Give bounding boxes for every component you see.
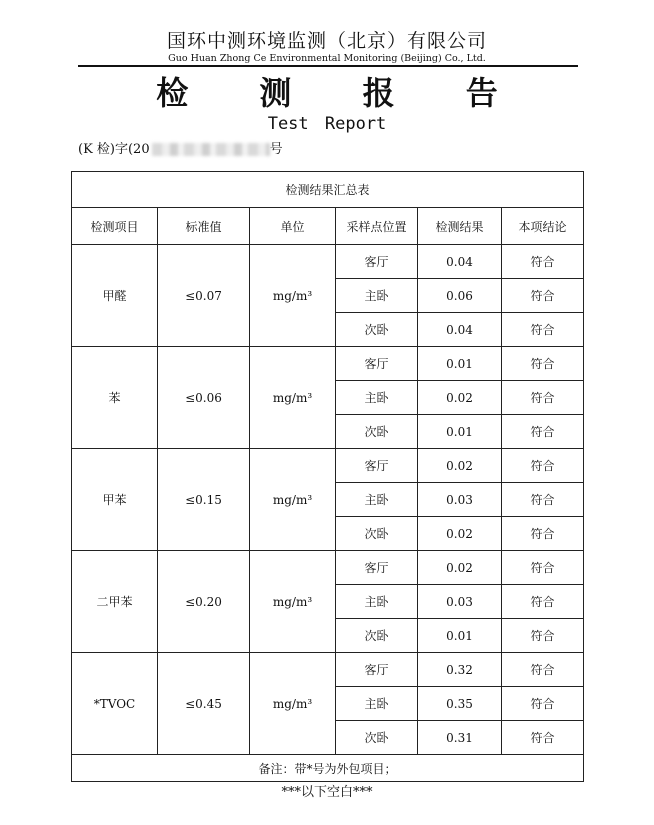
column-header: 采样点位置 xyxy=(336,208,418,245)
conclusion-cell: 符合 xyxy=(502,653,584,687)
test-result-cell: 0.02 xyxy=(418,517,502,551)
redacted-blur xyxy=(152,143,270,156)
test-item-cell: 二甲苯 xyxy=(72,551,158,653)
table-row xyxy=(72,653,584,687)
sampling-location-cell: 次卧 xyxy=(336,517,418,551)
conclusion-cell: 符合 xyxy=(502,721,584,755)
test-result-cell: 0.03 xyxy=(418,585,502,619)
sampling-location-cell: 客厅 xyxy=(336,653,418,687)
test-result-cell: 0.03 xyxy=(418,483,502,517)
unit-cell: mg/m³ xyxy=(250,551,336,653)
sampling-location-cell: 客厅 xyxy=(336,449,418,483)
test-result-cell: 0.01 xyxy=(418,619,502,653)
conclusion-cell: 符合 xyxy=(502,585,584,619)
test-item-cell: 甲醛 xyxy=(72,245,158,347)
column-header: 本项结论 xyxy=(502,208,584,245)
column-header: 检测结果 xyxy=(418,208,502,245)
report-title-cn: 检 测 报 告 xyxy=(156,74,528,112)
test-result-cell: 0.32 xyxy=(418,653,502,687)
unit-cell: mg/m³ xyxy=(250,653,336,755)
test-result-cell: 0.35 xyxy=(418,687,502,721)
reference-suffix: 号 xyxy=(269,142,283,157)
sampling-location-cell: 次卧 xyxy=(336,313,418,347)
company-name-cn: 国环中测环境监测（北京）有限公司 xyxy=(166,30,487,52)
end-of-report-mark: ***以下空白*** xyxy=(281,785,373,800)
test-result-cell: 0.02 xyxy=(418,551,502,585)
sampling-location-cell: 主卧 xyxy=(336,687,418,721)
report-reference-number xyxy=(78,138,283,157)
test-result-cell: 0.04 xyxy=(418,313,502,347)
table-note: 备注：带*号为外包项目； xyxy=(72,755,584,782)
table-row xyxy=(72,245,584,279)
conclusion-cell: 符合 xyxy=(502,279,584,313)
conclusion-cell: 符合 xyxy=(502,517,584,551)
conclusion-cell: 符合 xyxy=(502,483,584,517)
conclusion-cell: 符合 xyxy=(502,449,584,483)
test-result-cell: 0.02 xyxy=(418,381,502,415)
sampling-location-cell: 次卧 xyxy=(336,415,418,449)
test-result-cell: 0.04 xyxy=(418,245,502,279)
sampling-location-cell: 主卧 xyxy=(336,279,418,313)
test-result-cell: 0.02 xyxy=(418,449,502,483)
table-header-row xyxy=(72,208,584,245)
standard-value-cell: ≤0.07 xyxy=(158,245,250,347)
reference-prefix: (K 检)字(20 xyxy=(78,142,150,157)
unit-cell: mg/m³ xyxy=(250,347,336,449)
test-result-cell: 0.01 xyxy=(418,415,502,449)
report-title-en: Test Report xyxy=(267,114,387,134)
sampling-location-cell: 次卧 xyxy=(336,721,418,755)
test-item-cell: 甲苯 xyxy=(72,449,158,551)
conclusion-cell: 符合 xyxy=(502,245,584,279)
standard-value-cell: ≤0.06 xyxy=(158,347,250,449)
conclusion-cell: 符合 xyxy=(502,415,584,449)
company-name-en: Guo Huan Zhong Ce Environmental Monitoring (Beijing) Co., Ltd. xyxy=(168,53,486,64)
conclusion-cell: 符合 xyxy=(502,619,584,653)
conclusion-cell: 符合 xyxy=(502,381,584,415)
table-caption: 检测结果汇总表 xyxy=(72,172,584,208)
unit-cell: mg/m³ xyxy=(250,245,336,347)
column-header: 单位 xyxy=(250,208,336,245)
table-row xyxy=(72,551,584,585)
column-header: 检测项目 xyxy=(72,208,158,245)
conclusion-cell: 符合 xyxy=(502,313,584,347)
test-item-cell: *TVOC xyxy=(72,653,158,755)
sampling-location-cell: 主卧 xyxy=(336,483,418,517)
conclusion-cell: 符合 xyxy=(502,687,584,721)
standard-value-cell: ≤0.20 xyxy=(158,551,250,653)
sampling-location-cell: 客厅 xyxy=(336,551,418,585)
test-result-cell: 0.01 xyxy=(418,347,502,381)
sampling-location-cell: 主卧 xyxy=(336,381,418,415)
column-header: 标准值 xyxy=(158,208,250,245)
conclusion-cell: 符合 xyxy=(502,551,584,585)
table-row xyxy=(72,449,584,483)
results-summary-table xyxy=(71,171,584,782)
table-row xyxy=(72,347,584,381)
test-item-cell: 苯 xyxy=(72,347,158,449)
sampling-location-cell: 主卧 xyxy=(336,585,418,619)
sampling-location-cell: 次卧 xyxy=(336,619,418,653)
standard-value-cell: ≤0.45 xyxy=(158,653,250,755)
test-result-cell: 0.31 xyxy=(418,721,502,755)
sampling-location-cell: 客厅 xyxy=(336,245,418,279)
header-divider xyxy=(78,65,578,67)
sampling-location-cell: 客厅 xyxy=(336,347,418,381)
unit-cell: mg/m³ xyxy=(250,449,336,551)
standard-value-cell: ≤0.15 xyxy=(158,449,250,551)
conclusion-cell: 符合 xyxy=(502,347,584,381)
test-result-cell: 0.06 xyxy=(418,279,502,313)
